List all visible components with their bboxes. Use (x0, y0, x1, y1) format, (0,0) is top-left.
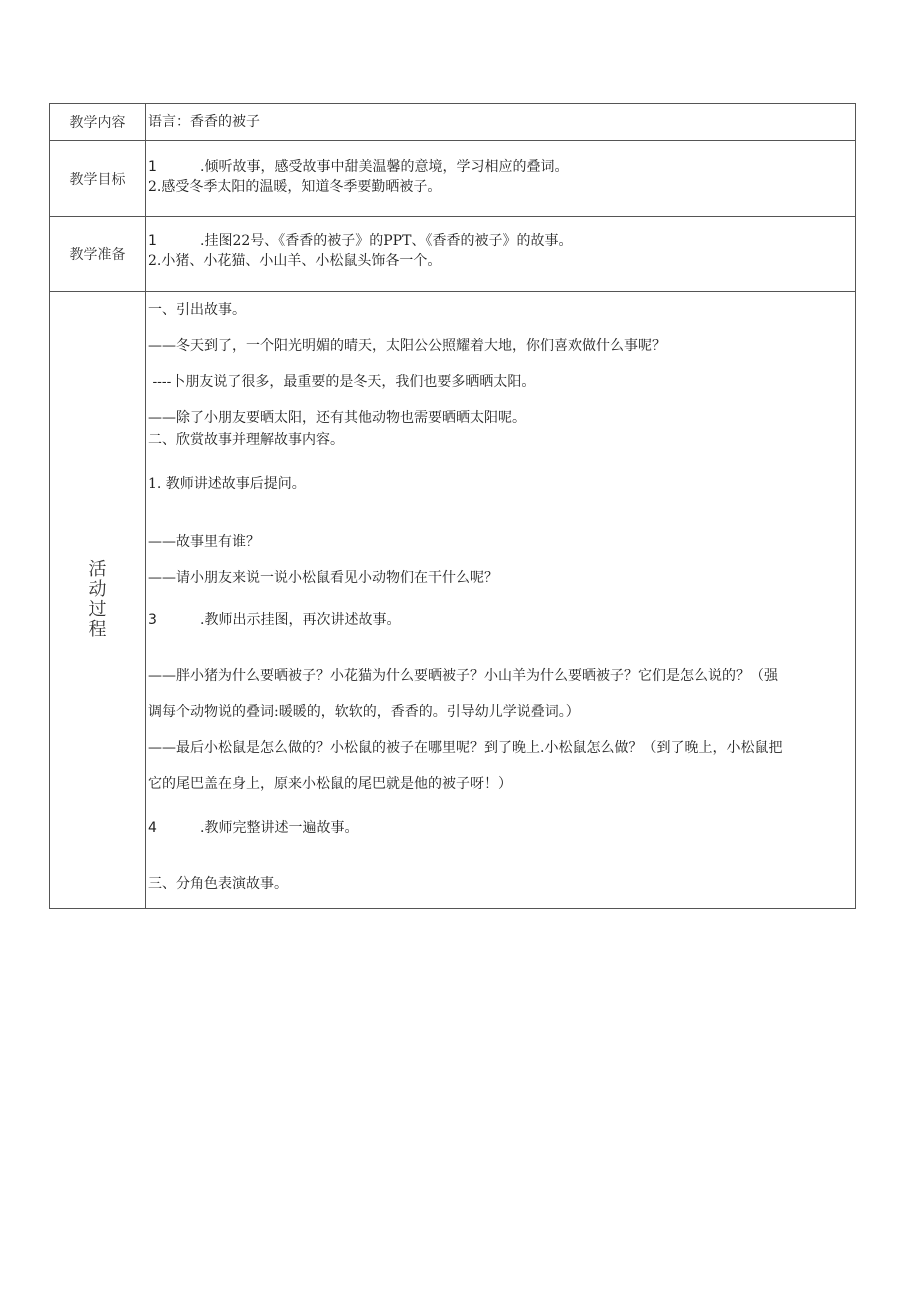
process-line: ——冬天到了，一个阳光明媚的晴天，太阳公公照耀着大地，你们喜欢做什么事呢？ (148, 338, 666, 354)
process-line: 三、分角色表演故事。 (148, 876, 288, 892)
label-process-text: 活动过程 (88, 559, 107, 640)
process-step-num: 4 (148, 820, 157, 836)
label-content: 教学内容 (50, 104, 146, 140)
process-line: 一、引出故事。 (148, 302, 246, 318)
value-content: 语言：香香的被子 (148, 114, 260, 130)
process-line: ——胖小猪为什么要晒被子？小花猫为什么要晒被子？小山羊为什么要晒被子？它们是怎么说的？（强 (148, 668, 778, 684)
process-line: 二、欣赏故事并理解故事内容。 (148, 432, 344, 448)
goal-line-1 (148, 157, 855, 177)
process-line-3 (148, 610, 400, 630)
value-goals (146, 141, 855, 216)
process-line: ——除了小朋友要晒太阳，还有其他动物也需要晒晒太阳呢。 (148, 410, 526, 426)
row-preparation (50, 217, 855, 292)
process-line: 1. 教师讲述故事后提问。 (148, 476, 306, 492)
lesson-plan-table (49, 103, 856, 909)
process-line: ——请小朋友来说一说小松鼠看见小动物们在干什么呢？ (148, 570, 498, 586)
goal-line-1-text: .倾听故事，感受故事中甜美温馨的意境，学习相应的叠词。 (200, 159, 569, 175)
row-goals (50, 141, 855, 217)
process-line: ----卜朋友说了很多，最重要的是冬天，我们也要多晒晒太阳。 (148, 374, 536, 390)
value-preparation (146, 217, 855, 291)
prep-line-1 (148, 231, 855, 251)
process-line: ——故事里有谁？ (148, 534, 260, 550)
process-line: 调每个动物说的叠词:暖暖的，软软的，香香的。引导幼儿学说叠词。） (148, 704, 580, 720)
row-content (50, 104, 855, 141)
process-line: ——最后小松鼠是怎么做的？小松鼠的被子在哪里呢？到了晚上.小松鼠怎么做？（到了晚上，小松鼠把 (148, 740, 783, 756)
prep-line-1-num: 1 (148, 233, 157, 249)
goal-line-2: 2.感受冬季太阳的温暖，知道冬季要勤晒被子。 (148, 179, 442, 195)
process-step-text: .教师出示挂图，再次讲述故事。 (200, 612, 401, 628)
prep-line-2: 2.小猪、小花猫、小山羊、小松鼠头饰各一个。 (148, 253, 442, 269)
process-step-num: 3 (148, 612, 157, 628)
label-process (50, 292, 146, 908)
prep-line-1-text: .挂图22号、《香香的被子》的PPT、《香香的被子》的故事。 (200, 233, 573, 249)
process-line-4 (148, 818, 358, 838)
process-step-text: .教师完整讲述一遍故事。 (200, 820, 359, 836)
process-line: 它的尾巴盖在身上，原来小松鼠的尾巴就是他的被子呀！） (148, 776, 512, 792)
label-goals: 教学目标 (50, 141, 146, 216)
value-process (146, 292, 855, 908)
label-preparation: 教学准备 (50, 217, 146, 291)
goal-line-1-num: 1 (148, 159, 157, 175)
row-process (50, 292, 855, 908)
